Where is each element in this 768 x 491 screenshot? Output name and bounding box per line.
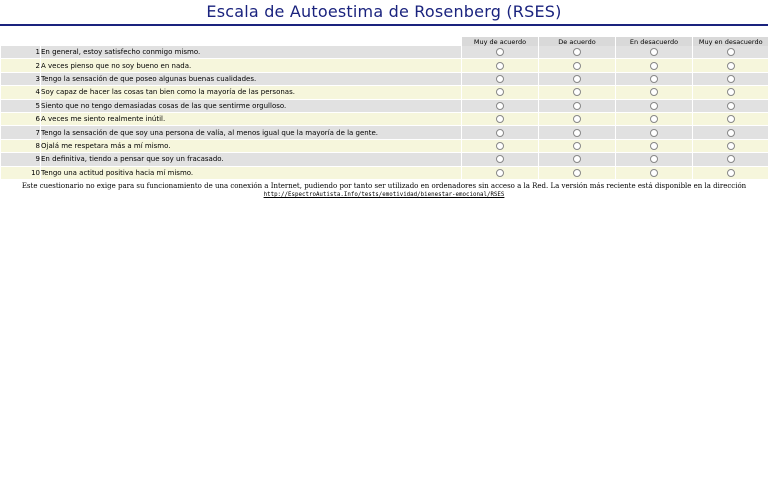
answer-radio[interactable] [496,142,504,150]
answer-cell [693,46,768,59]
question-number: 6 [1,112,41,125]
footer-link[interactable]: http://EspectroAutista.Info/tests/emotividad/bienestar-emocional/RSES [263,191,505,198]
answer-radio[interactable] [496,102,504,110]
answer-cell [616,86,693,99]
answer-cell [616,72,693,85]
answer-cell [539,46,616,59]
column-header-muy-en-desacuerdo: Muy en desacuerdo [693,37,768,46]
question-text: Tengo la sensación de que soy una persona de valía, al menos igual que la mayoría de la gente. [41,126,462,139]
answer-cell [462,46,539,59]
answer-radio[interactable] [573,142,581,150]
answer-radio[interactable] [496,75,504,83]
answer-cell [462,99,539,112]
answer-cell [539,139,616,152]
answer-radio[interactable] [650,88,658,96]
answer-cell [539,153,616,166]
questionnaire-table [0,37,768,180]
answer-radio[interactable] [727,155,735,163]
answer-cell [539,86,616,99]
answer-radio[interactable] [727,88,735,96]
question-text: Tengo la sensación de que poseo algunas buenas cualidades. [41,72,462,85]
answer-cell [693,72,768,85]
title-bar [0,0,768,26]
answer-cell [693,139,768,152]
answer-radio[interactable] [650,129,658,137]
answer-radio[interactable] [727,75,735,83]
question-row [1,86,768,99]
question-text: A veces pienso que no soy bueno en nada. [41,59,462,72]
question-number: 2 [1,59,41,72]
answer-radio[interactable] [496,129,504,137]
answer-cell [693,99,768,112]
answer-radio[interactable] [727,62,735,70]
column-header-en-desacuerdo: En desacuerdo [616,37,693,46]
answer-cell [539,166,616,179]
answer-cell [693,59,768,72]
header-row [1,37,768,46]
answer-cell [462,86,539,99]
answer-cell [462,139,539,152]
question-number: 9 [1,153,41,166]
answer-radio[interactable] [650,48,658,56]
answer-cell [539,59,616,72]
answer-radio[interactable] [573,62,581,70]
answer-radio[interactable] [573,115,581,123]
question-row [1,139,768,152]
answer-radio[interactable] [573,129,581,137]
answer-radio[interactable] [727,129,735,137]
answer-cell [462,166,539,179]
answer-radio[interactable] [496,88,504,96]
header-blank [1,37,41,46]
answer-cell [462,72,539,85]
answer-cell [693,153,768,166]
answer-cell [539,112,616,125]
answer-cell [539,99,616,112]
answer-cell [462,126,539,139]
answer-radio[interactable] [727,142,735,150]
question-text: En definitiva, tiendo a pensar que soy un fracasado. [41,153,462,166]
question-row [1,46,768,59]
answer-radio[interactable] [573,88,581,96]
answer-radio[interactable] [727,102,735,110]
answer-radio[interactable] [496,155,504,163]
question-text: A veces me siento realmente inútil. [41,112,462,125]
answer-radio[interactable] [650,75,658,83]
answer-cell [693,86,768,99]
answer-radio[interactable] [650,62,658,70]
answer-cell [616,112,693,125]
answer-radio[interactable] [496,169,504,177]
answer-radio[interactable] [727,115,735,123]
answer-cell [616,99,693,112]
answer-radio[interactable] [727,48,735,56]
answer-radio[interactable] [573,155,581,163]
answer-cell [616,139,693,152]
answer-radio[interactable] [573,102,581,110]
answer-cell [693,112,768,125]
question-text: Siento que no tengo demasiadas cosas de las que sentirme orgulloso. [41,99,462,112]
answer-cell [539,126,616,139]
question-row [1,153,768,166]
answer-radio[interactable] [727,169,735,177]
answer-radio[interactable] [650,155,658,163]
answer-cell [693,166,768,179]
question-number: 7 [1,126,41,139]
answer-radio[interactable] [650,169,658,177]
answer-cell [462,153,539,166]
answer-cell [616,59,693,72]
answer-radio[interactable] [496,48,504,56]
column-header-de-acuerdo: De acuerdo [539,37,616,46]
question-number: 10 [1,166,41,179]
answer-cell [539,72,616,85]
answer-cell [616,166,693,179]
question-number: 4 [1,86,41,99]
page-title: Escala de Autoestima de Rosenberg (RSES) [206,2,562,21]
question-number: 5 [1,99,41,112]
answer-radio[interactable] [496,115,504,123]
question-row [1,126,768,139]
answer-cell [616,46,693,59]
answer-cell [462,59,539,72]
answer-radio[interactable] [650,142,658,150]
answer-radio[interactable] [650,102,658,110]
question-number: 1 [1,46,41,59]
question-text: Ojalá me respetara más a mí mismo. [41,139,462,152]
question-row [1,59,768,72]
question-text: Soy capaz de hacer las cosas tan bien como la mayoría de las personas. [41,86,462,99]
answer-cell [616,153,693,166]
question-text: En general, estoy satisfecho conmigo mismo. [41,46,462,59]
answer-cell [616,126,693,139]
question-row [1,72,768,85]
answer-radio[interactable] [573,169,581,177]
answer-radio[interactable] [573,75,581,83]
column-header-muy-de-acuerdo: Muy de acuerdo [462,37,539,46]
footer-text: Este cuestionario no exige para su funcionamiento de una conexión a Internet, pudiendo por tanto ser utilizado en ordenadores sin acceso a la Red. La versión más reciente está disponible en la dirección [21,181,747,190]
answer-radio[interactable] [573,48,581,56]
answer-radio[interactable] [650,115,658,123]
question-number: 3 [1,72,41,85]
question-row [1,99,768,112]
footer-note [0,182,768,200]
question-row [1,166,768,179]
question-row [1,112,768,125]
answer-radio[interactable] [496,62,504,70]
question-text: Tengo una actitud positiva hacia mí mismo. [41,166,462,179]
header-blank [41,37,462,46]
answer-cell [462,112,539,125]
answer-cell [693,126,768,139]
question-number: 8 [1,139,41,152]
